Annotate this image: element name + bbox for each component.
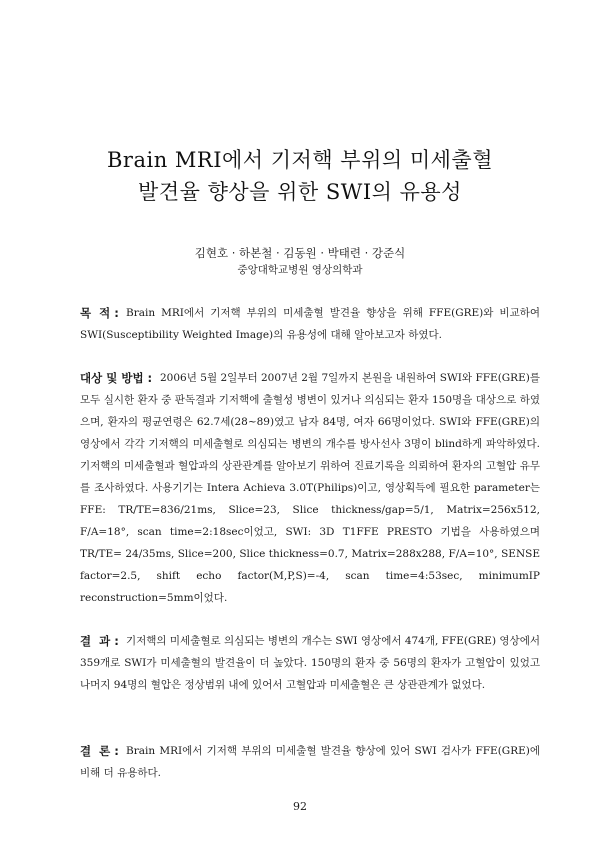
section-text-purpose: Brain MRI에서 기저핵 부위의 미세출혈 발견율 향상을 위해 FFE(GRE)와 비교하여 SWI(Susceptibility Weighted Image)의 유용성에 대해 알아보고자 하였다. xyxy=(80,307,540,341)
section-methods xyxy=(80,367,540,609)
section-text-results: 기저핵의 미세출혈로 의심되는 병변의 개수는 SWI 영상에서 474개, FFE(GRE) 영상에서 359개로 SWI가 미세출혈의 발견율이 더 높았다. 150명의 환자 중 56명의 환자가 고혈압이 있었고 나머지 94명의 혈압은 정상범위 내에 있어서 고혈압과 미세출혈은 큰 상관관계가 없었다. xyxy=(80,635,540,691)
section-label-results: 결 과 : xyxy=(80,634,119,648)
title-line-2: 발견율 향상을 위한 SWI의 유용성 xyxy=(138,180,462,204)
section-results xyxy=(80,630,540,696)
section-conclusion xyxy=(80,740,540,784)
page-number: 92 xyxy=(293,800,307,813)
section-purpose xyxy=(80,302,540,346)
section-label-conclusion: 결 론 : xyxy=(80,744,119,758)
paper-title xyxy=(0,144,600,208)
section-text-conclusion: Brain MRI에서 기저핵 부위의 미세출혈 발견율 향상에 있어 SWI 검사가 FFE(GRE)에 비해 더 유용하다. xyxy=(80,745,540,779)
section-text-methods: 2006년 5월 2일부터 2007년 2월 7일까지 본원을 내원하여 SWI와 FFE(GRE)를 모두 실시한 환자 중 판독결과 기저핵에 출혈성 병변이 있거나 의심되는 환자 150명을 대상으로 하였으며, 환자의 평균연령은 62.7세(28~89)였고 남자 84명, 여자 66명이었다. SWI와 FFE(GRE)의 영상에서 각각 기저핵의 미세출혈로 의심되는 병변의 개수를 방사선사 3명이 blind하게 파악하였다. 기저핵의 미세출혈과 혈압과의 상관관계를 알아보기 위하여 진료기록을 의뢰하여 환자의 고혈압 유무를 조사하였다. 사용기기는 Intera Achieva 3.0T(Philips)이고, 영상획득에 필요한 parameter는 FFE: TR/TE=836/21ms, Slice=23, Slice thickness/gap=5/1, Matrix=256x512, F/A=18°, scan time=2:18sec이었고, SWI: 3D T1FFE PRESTO 기법을 사용하였으며 TR/TE= 24/35ms, Slice=200, Slice thickness=0.7, Matrix=288x288, F/A=10°, SENSE factor=2.5, shift echo factor(M,P,S)=-4, scan time=4:53sec, minimumIP reconstruction=5mm이었다. xyxy=(80,372,540,604)
affiliation: 중앙대학교병원 영상의학과 xyxy=(237,264,363,276)
section-label-methods: 대상 및 방법 : xyxy=(80,371,153,385)
author-list: 김현호 · 하본철 · 김동원 · 박태련 · 강준식 xyxy=(194,246,406,260)
title-line-1: Brain MRI에서 기저핵 부위의 미세출혈 xyxy=(107,148,493,172)
section-label-purpose: 목 적 : xyxy=(80,306,119,320)
